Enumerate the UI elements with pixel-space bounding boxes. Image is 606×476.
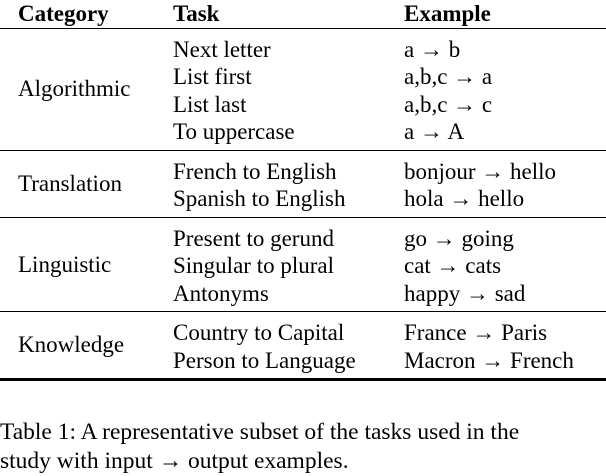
table-group-translation xyxy=(0,150,606,217)
task-cell xyxy=(173,217,404,312)
example-cell xyxy=(404,217,606,312)
task-item: Present to gerund xyxy=(173,225,334,251)
task-item: List first xyxy=(173,64,252,89)
task-item: Country to Capital xyxy=(173,320,345,345)
example-item: Macron → French xyxy=(404,347,574,373)
task-item: French to English xyxy=(173,158,337,184)
task-item: Person to Language xyxy=(173,347,356,373)
header-task: Task xyxy=(173,1,220,26)
example-item: France → Paris xyxy=(404,320,548,345)
example-item: hola → hello xyxy=(404,186,525,211)
example-cell xyxy=(404,150,606,217)
example-item: bonjour → hello xyxy=(404,158,557,184)
task-item: List last xyxy=(173,91,247,117)
category-cell: Translation xyxy=(18,170,122,196)
example-item: a,b,c → a xyxy=(404,64,493,89)
task-cell xyxy=(173,150,404,217)
table-caption xyxy=(0,418,606,476)
example-item: happy → sad xyxy=(404,280,526,306)
category-cell: Linguistic xyxy=(18,251,112,277)
caption-line-2: study with input → output examples. xyxy=(0,448,349,474)
task-item: To uppercase xyxy=(173,119,295,144)
category-cell: Knowledge xyxy=(18,332,125,358)
task-item: Singular to plural xyxy=(173,253,334,278)
task-cell xyxy=(173,312,404,380)
header-example: Example xyxy=(404,1,491,26)
table-group-linguistic xyxy=(0,217,606,312)
category-cell: Algorithmic xyxy=(18,76,131,102)
header-category: Category xyxy=(18,1,109,26)
task-cell xyxy=(173,28,404,150)
caption-line-1: Table 1: A representative subset of the tasks used in the xyxy=(0,419,520,445)
table-group-algorithmic xyxy=(0,28,606,150)
example-item: a → A xyxy=(404,119,465,144)
example-item: a,b,c → c xyxy=(404,91,493,117)
example-item: cat → cats xyxy=(404,253,502,278)
task-item: Spanish to English xyxy=(173,186,346,211)
table-header-row xyxy=(0,0,606,28)
task-item: Antonyms xyxy=(173,280,269,306)
example-item: a → b xyxy=(404,36,461,62)
example-cell xyxy=(404,28,606,150)
task-item: Next letter xyxy=(173,36,271,62)
example-item: go → going xyxy=(404,225,514,251)
example-cell xyxy=(404,312,606,380)
table-group-knowledge xyxy=(0,312,606,380)
